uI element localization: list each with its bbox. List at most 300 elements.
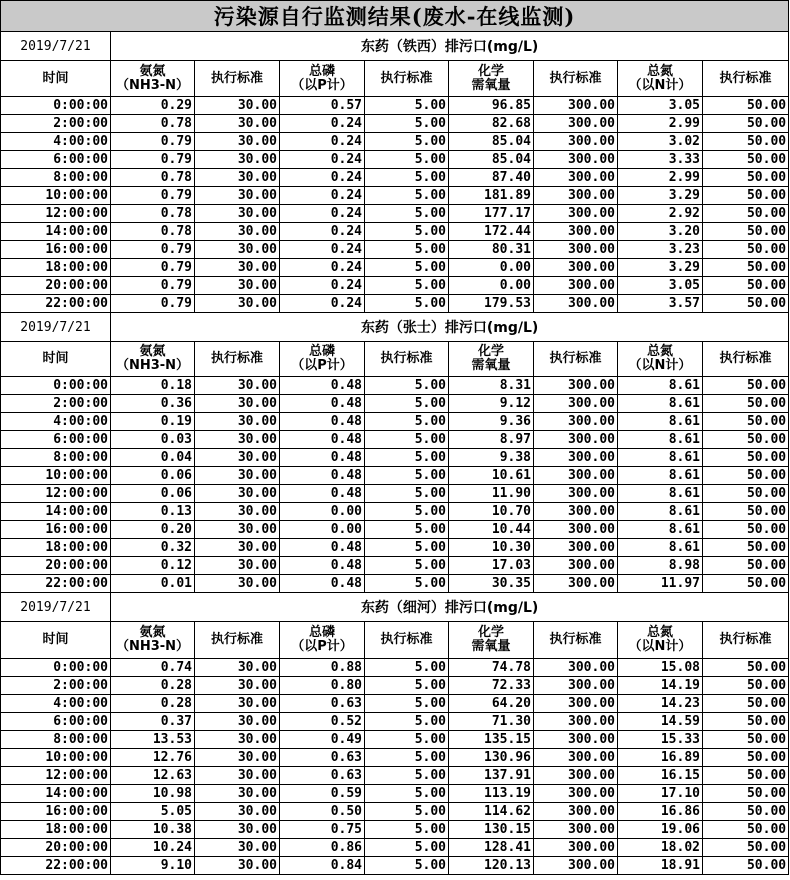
value-cell: 10.61 (449, 467, 534, 485)
value-cell: 30.00 (195, 785, 280, 803)
header-text: 执行标准 (549, 632, 602, 647)
value-cell: 9.12 (449, 395, 534, 413)
value-cell: 300.00 (534, 677, 618, 695)
value-cell: 64.20 (449, 695, 534, 713)
column-header-standard (365, 61, 449, 97)
value-cell: 300.00 (534, 151, 618, 169)
value-cell: 30.00 (195, 187, 280, 205)
value-cell: 30.00 (195, 169, 280, 187)
value-cell: 30.00 (195, 695, 280, 713)
table-row (1, 713, 789, 731)
value-cell: 5.00 (365, 97, 449, 115)
value-cell: 50.00 (703, 97, 789, 115)
value-cell: 50.00 (703, 503, 789, 521)
value-cell: 50.00 (703, 695, 789, 713)
value-cell: 30.00 (195, 749, 280, 767)
value-cell: 30.00 (195, 485, 280, 503)
value-cell: 130.15 (449, 821, 534, 839)
value-cell: 3.02 (618, 133, 703, 151)
value-cell: 2.99 (618, 115, 703, 133)
value-cell: 0.24 (280, 241, 365, 259)
value-cell: 30.00 (195, 821, 280, 839)
time-cell: 4:00:00 (1, 133, 111, 151)
value-cell: 5.00 (365, 521, 449, 539)
table-row (1, 539, 789, 557)
table-row (1, 97, 789, 115)
value-cell: 0.52 (280, 713, 365, 731)
table-row (1, 503, 789, 521)
column-header-cod (449, 622, 534, 659)
outlet-title: 东药（铁西）排污口(mg/L) (111, 32, 789, 61)
header-text: 执行标准 (210, 70, 263, 86)
value-cell: 0.79 (111, 151, 195, 169)
value-cell: 5.00 (365, 395, 449, 413)
time-cell: 20:00:00 (1, 277, 111, 295)
value-cell: 11.97 (618, 575, 703, 593)
value-cell: 9.10 (111, 857, 195, 875)
value-cell: 300.00 (534, 277, 618, 295)
header-text: 总磷 (308, 625, 335, 640)
value-cell: 5.00 (365, 377, 449, 395)
value-cell: 0.28 (111, 695, 195, 713)
value-cell: 0.79 (111, 241, 195, 259)
time-cell: 20:00:00 (1, 557, 111, 575)
time-cell: 16:00:00 (1, 803, 111, 821)
value-cell: 0.48 (280, 467, 365, 485)
value-cell: 8.61 (618, 467, 703, 485)
value-cell: 0.24 (280, 259, 365, 277)
value-cell: 10.44 (449, 521, 534, 539)
table-row (1, 223, 789, 241)
value-cell: 0.24 (280, 151, 365, 169)
header-text: 总氮 (646, 63, 673, 79)
header-text: 执行标准 (719, 632, 772, 647)
value-cell: 50.00 (703, 767, 789, 785)
value-cell: 5.00 (365, 557, 449, 575)
value-cell: 50.00 (703, 449, 789, 467)
value-cell: 50.00 (703, 133, 789, 151)
column-header-cod (449, 61, 534, 97)
header-text: 总磷 (308, 344, 335, 359)
value-cell: 8.61 (618, 395, 703, 413)
value-cell: 82.68 (449, 115, 534, 133)
value-cell: 0.48 (280, 431, 365, 449)
value-cell: 5.00 (365, 839, 449, 857)
value-cell: 5.00 (365, 677, 449, 695)
value-cell: 0.48 (280, 413, 365, 431)
value-cell: 300.00 (534, 521, 618, 539)
value-cell: 5.00 (365, 713, 449, 731)
column-header-standard (195, 61, 280, 97)
header-text: 时间 (42, 351, 69, 366)
value-cell: 113.19 (449, 785, 534, 803)
value-cell: 300.00 (534, 575, 618, 593)
column-header-ammonia-nitrogen (111, 61, 195, 97)
value-cell: 30.00 (195, 205, 280, 223)
value-cell: 50.00 (703, 277, 789, 295)
value-cell: 128.41 (449, 839, 534, 857)
value-cell: 0.00 (280, 503, 365, 521)
value-cell: 300.00 (534, 821, 618, 839)
value-cell: 0.37 (111, 713, 195, 731)
value-cell: 18.91 (618, 857, 703, 875)
page-title: 污染源自行监测结果(废水-在线监测) (1, 1, 789, 32)
time-cell: 12:00:00 (1, 205, 111, 223)
column-header-standard (365, 622, 449, 659)
time-cell: 22:00:00 (1, 295, 111, 313)
table-row (1, 521, 789, 539)
value-cell: 8.61 (618, 503, 703, 521)
value-cell: 8.61 (618, 431, 703, 449)
value-cell: 50.00 (703, 575, 789, 593)
value-cell: 130.96 (449, 749, 534, 767)
value-cell: 8.61 (618, 413, 703, 431)
value-cell: 2.99 (618, 169, 703, 187)
value-cell: 12.76 (111, 749, 195, 767)
header-text: 执行标准 (549, 70, 602, 86)
value-cell: 300.00 (534, 803, 618, 821)
value-cell: 5.00 (365, 413, 449, 431)
value-cell: 80.31 (449, 241, 534, 259)
value-cell: 300.00 (534, 377, 618, 395)
value-cell: 300.00 (534, 133, 618, 151)
value-cell: 50.00 (703, 677, 789, 695)
header-text: 需氧量 (471, 639, 511, 654)
value-cell: 30.00 (195, 539, 280, 557)
table-row (1, 187, 789, 205)
value-cell: 0.79 (111, 133, 195, 151)
value-cell: 50.00 (703, 295, 789, 313)
value-cell: 19.06 (618, 821, 703, 839)
header-text: 执行标准 (210, 632, 263, 647)
value-cell: 0.75 (280, 821, 365, 839)
value-cell: 50.00 (703, 395, 789, 413)
value-cell: 300.00 (534, 205, 618, 223)
value-cell: 85.04 (449, 133, 534, 151)
header-text: 时间 (42, 70, 69, 86)
value-cell: 8.61 (618, 485, 703, 503)
value-cell: 0.88 (280, 659, 365, 677)
value-cell: 18.02 (618, 839, 703, 857)
value-cell: 30.00 (195, 223, 280, 241)
time-cell: 4:00:00 (1, 695, 111, 713)
value-cell: 0.24 (280, 295, 365, 313)
value-cell: 30.00 (195, 677, 280, 695)
header-text: （以P计） (291, 358, 353, 373)
header-text: （以N计） (628, 358, 692, 373)
value-cell: 30.00 (195, 503, 280, 521)
value-cell: 2.92 (618, 205, 703, 223)
column-header-cod (449, 342, 534, 377)
value-cell: 16.86 (618, 803, 703, 821)
value-cell: 0.24 (280, 133, 365, 151)
column-header-total-phosphorus (280, 61, 365, 97)
value-cell: 300.00 (534, 695, 618, 713)
header-text: 需氧量 (471, 358, 511, 373)
value-cell: 5.00 (365, 133, 449, 151)
value-cell: 0.00 (449, 259, 534, 277)
value-cell: 0.84 (280, 857, 365, 875)
header-text: 时间 (42, 632, 69, 647)
value-cell: 0.63 (280, 749, 365, 767)
header-row (1, 342, 789, 377)
section-date: 2019/7/21 (1, 313, 111, 342)
value-cell: 300.00 (534, 395, 618, 413)
value-cell: 30.00 (195, 431, 280, 449)
value-cell: 0.78 (111, 169, 195, 187)
value-cell: 181.89 (449, 187, 534, 205)
value-cell: 3.33 (618, 151, 703, 169)
value-cell: 5.00 (365, 749, 449, 767)
table-row (1, 205, 789, 223)
time-cell: 22:00:00 (1, 575, 111, 593)
header-text: 氨氮 (139, 63, 166, 79)
column-header-time (1, 622, 111, 659)
value-cell: 0.48 (280, 557, 365, 575)
column-header-total-phosphorus (280, 342, 365, 377)
value-cell: 5.00 (365, 431, 449, 449)
value-cell: 50.00 (703, 557, 789, 575)
value-cell: 300.00 (534, 413, 618, 431)
table-row (1, 749, 789, 767)
value-cell: 5.00 (365, 575, 449, 593)
time-cell: 10:00:00 (1, 467, 111, 485)
header-text: 化学 (477, 625, 504, 640)
value-cell: 9.36 (449, 413, 534, 431)
value-cell: 0.00 (280, 521, 365, 539)
value-cell: 5.05 (111, 803, 195, 821)
value-cell: 30.00 (195, 259, 280, 277)
value-cell: 0.36 (111, 395, 195, 413)
value-cell: 30.00 (195, 413, 280, 431)
column-header-standard (703, 342, 789, 377)
time-cell: 16:00:00 (1, 241, 111, 259)
table-row (1, 377, 789, 395)
value-cell: 300.00 (534, 857, 618, 875)
column-header-standard (195, 622, 280, 659)
header-text: （以P计） (291, 639, 353, 654)
section-date: 2019/7/21 (1, 32, 111, 61)
column-header-ammonia-nitrogen (111, 622, 195, 659)
value-cell: 14.23 (618, 695, 703, 713)
value-cell: 0.20 (111, 521, 195, 539)
value-cell: 300.00 (534, 259, 618, 277)
value-cell: 50.00 (703, 539, 789, 557)
value-cell: 0.06 (111, 467, 195, 485)
value-cell: 30.00 (195, 521, 280, 539)
table-row (1, 485, 789, 503)
value-cell: 0.79 (111, 295, 195, 313)
time-cell: 10:00:00 (1, 749, 111, 767)
value-cell: 114.62 (449, 803, 534, 821)
value-cell: 0.63 (280, 695, 365, 713)
time-cell: 14:00:00 (1, 785, 111, 803)
value-cell: 5.00 (365, 187, 449, 205)
value-cell: 0.48 (280, 395, 365, 413)
value-cell: 177.17 (449, 205, 534, 223)
value-cell: 0.13 (111, 503, 195, 521)
value-cell: 50.00 (703, 467, 789, 485)
header-text: （以N计） (628, 77, 692, 93)
value-cell: 50.00 (703, 413, 789, 431)
header-text: （以N计） (628, 639, 692, 654)
time-cell: 18:00:00 (1, 821, 111, 839)
value-cell: 0.78 (111, 205, 195, 223)
value-cell: 30.00 (195, 151, 280, 169)
value-cell: 0.32 (111, 539, 195, 557)
value-cell: 5.00 (365, 503, 449, 521)
value-cell: 50.00 (703, 241, 789, 259)
value-cell: 0.59 (280, 785, 365, 803)
value-cell: 0.74 (111, 659, 195, 677)
table-row (1, 803, 789, 821)
value-cell: 15.08 (618, 659, 703, 677)
value-cell: 0.12 (111, 557, 195, 575)
value-cell: 50.00 (703, 785, 789, 803)
table-row (1, 115, 789, 133)
time-cell: 6:00:00 (1, 431, 111, 449)
value-cell: 5.00 (365, 803, 449, 821)
value-cell: 50.00 (703, 821, 789, 839)
table-row (1, 821, 789, 839)
value-cell: 16.89 (618, 749, 703, 767)
value-cell: 30.00 (195, 803, 280, 821)
value-cell: 0.28 (111, 677, 195, 695)
value-cell: 3.20 (618, 223, 703, 241)
table-row (1, 241, 789, 259)
value-cell: 8.61 (618, 449, 703, 467)
header-text: 需氧量 (471, 77, 511, 93)
value-cell: 300.00 (534, 749, 618, 767)
value-cell: 5.00 (365, 539, 449, 557)
value-cell: 30.00 (195, 731, 280, 749)
time-cell: 4:00:00 (1, 413, 111, 431)
table-row (1, 431, 789, 449)
column-header-standard (703, 61, 789, 97)
column-header-standard (534, 61, 618, 97)
value-cell: 0.78 (111, 115, 195, 133)
value-cell: 172.44 (449, 223, 534, 241)
value-cell: 300.00 (534, 557, 618, 575)
table-row (1, 731, 789, 749)
table-row (1, 857, 789, 875)
value-cell: 0.24 (280, 187, 365, 205)
value-cell: 50.00 (703, 187, 789, 205)
value-cell: 135.15 (449, 731, 534, 749)
value-cell: 72.33 (449, 677, 534, 695)
value-cell: 30.00 (195, 295, 280, 313)
header-text: 总磷 (308, 63, 335, 79)
value-cell: 30.00 (195, 857, 280, 875)
column-header-total-phosphorus (280, 622, 365, 659)
header-text: 执行标准 (549, 351, 602, 366)
value-cell: 30.00 (195, 133, 280, 151)
value-cell: 0.24 (280, 115, 365, 133)
value-cell: 0.24 (280, 169, 365, 187)
value-cell: 0.24 (280, 277, 365, 295)
table-row (1, 169, 789, 187)
header-row (1, 622, 789, 659)
value-cell: 8.61 (618, 377, 703, 395)
header-row (1, 61, 789, 97)
value-cell: 5.00 (365, 731, 449, 749)
value-cell: 12.63 (111, 767, 195, 785)
value-cell: 10.30 (449, 539, 534, 557)
value-cell: 300.00 (534, 839, 618, 857)
time-cell: 18:00:00 (1, 259, 111, 277)
value-cell: 5.00 (365, 449, 449, 467)
value-cell: 300.00 (534, 659, 618, 677)
column-header-standard (534, 342, 618, 377)
time-cell: 2:00:00 (1, 677, 111, 695)
value-cell: 0.48 (280, 377, 365, 395)
value-cell: 50.00 (703, 713, 789, 731)
column-header-standard (703, 622, 789, 659)
column-header-ammonia-nitrogen (111, 342, 195, 377)
table-row (1, 839, 789, 857)
value-cell: 11.90 (449, 485, 534, 503)
value-cell: 3.23 (618, 241, 703, 259)
table-row (1, 259, 789, 277)
value-cell: 17.10 (618, 785, 703, 803)
value-cell: 16.15 (618, 767, 703, 785)
value-cell: 87.40 (449, 169, 534, 187)
time-cell: 6:00:00 (1, 713, 111, 731)
column-header-total-nitrogen (618, 61, 703, 97)
value-cell: 50.00 (703, 431, 789, 449)
column-header-standard (365, 342, 449, 377)
value-cell: 50.00 (703, 205, 789, 223)
table-row (1, 151, 789, 169)
value-cell: 0.06 (111, 485, 195, 503)
table-row (1, 785, 789, 803)
table-row (1, 277, 789, 295)
value-cell: 3.29 (618, 187, 703, 205)
time-cell: 18:00:00 (1, 539, 111, 557)
header-text: 总氮 (646, 344, 673, 359)
value-cell: 50.00 (703, 749, 789, 767)
value-cell: 9.38 (449, 449, 534, 467)
value-cell: 30.00 (195, 713, 280, 731)
value-cell: 96.85 (449, 97, 534, 115)
value-cell: 300.00 (534, 223, 618, 241)
value-cell: 5.00 (365, 151, 449, 169)
header-text: 化学 (477, 63, 504, 79)
value-cell: 5.00 (365, 223, 449, 241)
table-row (1, 557, 789, 575)
value-cell: 85.04 (449, 151, 534, 169)
value-cell: 71.30 (449, 713, 534, 731)
value-cell: 0.50 (280, 803, 365, 821)
value-cell: 17.03 (449, 557, 534, 575)
value-cell: 13.53 (111, 731, 195, 749)
header-text: （NH3-N） (115, 77, 190, 93)
time-cell: 2:00:00 (1, 115, 111, 133)
value-cell: 0.29 (111, 97, 195, 115)
time-cell: 6:00:00 (1, 151, 111, 169)
outlet-title: 东药（张士）排污口(mg/L) (111, 313, 789, 342)
value-cell: 0.24 (280, 205, 365, 223)
value-cell: 50.00 (703, 731, 789, 749)
time-cell: 2:00:00 (1, 395, 111, 413)
value-cell: 137.91 (449, 767, 534, 785)
value-cell: 30.00 (195, 659, 280, 677)
value-cell: 300.00 (534, 187, 618, 205)
value-cell: 0.48 (280, 449, 365, 467)
value-cell: 50.00 (703, 803, 789, 821)
value-cell: 50.00 (703, 839, 789, 857)
table-row (1, 467, 789, 485)
